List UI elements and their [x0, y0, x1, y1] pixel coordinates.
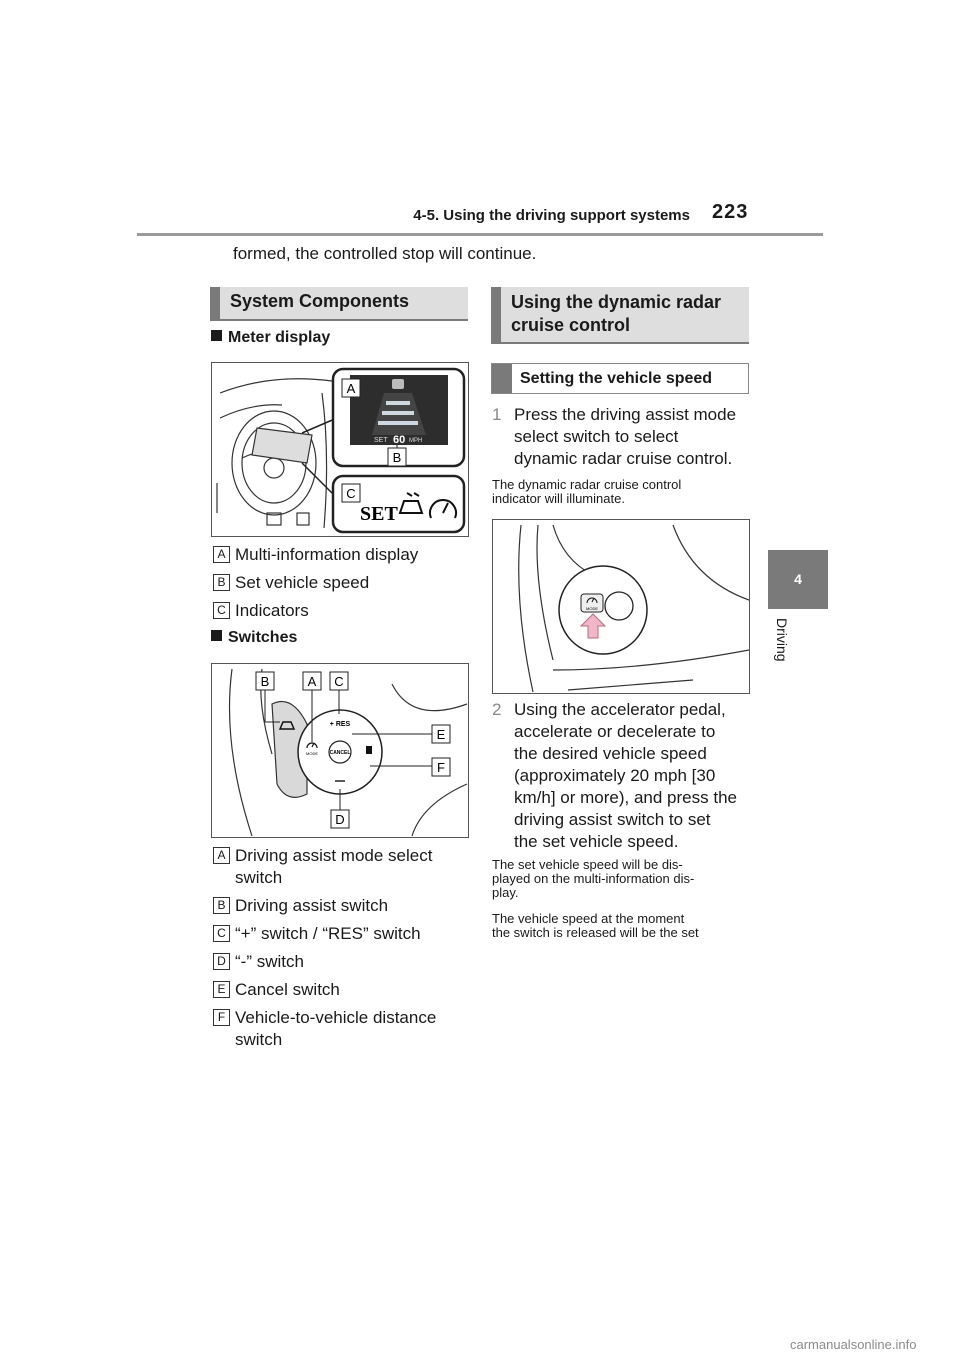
- mode-switch-figure: [492, 519, 750, 694]
- section-title-system-components: System Components: [210, 287, 468, 320]
- key-badge: C: [213, 925, 230, 942]
- switch-item-line2: switch: [235, 868, 283, 887]
- step-2-note2-line2: the switch is released will be the set: [492, 925, 699, 940]
- switch-item-line1: Vehicle-to-vehicle distance: [235, 1008, 437, 1027]
- meter-set-label: SET: [374, 437, 388, 444]
- mode-label: MODE: [586, 606, 598, 611]
- intro-text: formed, the controlled stop will continue.: [233, 244, 537, 263]
- switch-item-e: [213, 979, 467, 1001]
- step-2-number: 2: [492, 700, 502, 719]
- switch-item-c: [213, 923, 467, 945]
- switches-heading-text: Switches: [228, 629, 298, 646]
- meter-item-text: Set vehicle speed: [235, 573, 370, 592]
- switch-item-text: Cancel switch: [235, 980, 340, 999]
- step-1-body: [492, 404, 752, 470]
- step-2-note-2: [492, 912, 752, 940]
- switch-item-b: [213, 895, 467, 917]
- callout-a: A: [307, 674, 317, 689]
- key-badge: F: [213, 1009, 230, 1026]
- section-title-line2: cruise control: [511, 315, 631, 335]
- key-badge: B: [213, 574, 230, 591]
- step-2-note1-line3: play.: [492, 885, 519, 900]
- step-2-line5: km/h] or more), and press the: [514, 788, 737, 807]
- meter-display-figure: [211, 362, 469, 537]
- step-1-note-line2: indicator will illuminate.: [492, 491, 625, 506]
- step-1-line3: dynamic radar cruise control.: [514, 449, 733, 468]
- step-2-line7: the set vehicle speed.: [514, 832, 679, 851]
- callout-a: A: [346, 381, 356, 396]
- section-rule: [491, 342, 749, 344]
- step-2-line2: accelerate or decelerate to: [514, 722, 716, 741]
- set-indicator: SET: [360, 503, 398, 525]
- watermark: carmanualsonline.info: [790, 1337, 917, 1352]
- switches-heading: [211, 629, 297, 647]
- bullet-square-icon: [211, 330, 222, 341]
- switch-item-line2: switch: [235, 1030, 283, 1049]
- section-rule: [210, 319, 468, 321]
- callout-b: B: [260, 674, 270, 689]
- step-1-note: [492, 478, 752, 506]
- key-badge: C: [213, 602, 230, 619]
- callout-b: B: [392, 450, 402, 465]
- res-label: + RES: [329, 721, 351, 728]
- key-badge: A: [213, 546, 230, 563]
- mode-label: MODE: [306, 751, 318, 756]
- running-header: 4-5. Using the driving support systems: [413, 207, 690, 224]
- switch-item-d: [213, 951, 467, 973]
- step-2-line3: the desired vehicle speed: [514, 744, 707, 763]
- callout-c: C: [346, 486, 356, 501]
- step-1-number: 1: [492, 405, 502, 424]
- meter-speed-value: 60: [393, 434, 406, 446]
- step-2-line6: driving assist switch to set: [514, 810, 711, 829]
- switch-item-f: [213, 1007, 467, 1051]
- switches-figure: [211, 663, 469, 838]
- switch-item-text: [235, 845, 465, 889]
- key-badge: D: [213, 953, 230, 970]
- chapter-label-text: Driving: [774, 618, 790, 662]
- step-2-line1: Using the accelerator pedal,: [514, 700, 726, 719]
- subsection-bar: [492, 364, 512, 393]
- section-title-using-drcc: [491, 287, 749, 342]
- callout-e: E: [436, 727, 446, 742]
- subsection-title: Setting the vehicle speed: [520, 370, 713, 387]
- step-2-body: [492, 699, 752, 853]
- meter-item-b: [213, 572, 467, 594]
- step-2-note1-line1: The set vehicle speed will be dis-: [492, 857, 683, 872]
- meter-item-text: Indicators: [235, 601, 309, 620]
- distance-icon: [366, 746, 372, 754]
- meter-mph-label: MPH: [409, 438, 423, 444]
- step-1-line1: Press the driving assist mode: [514, 405, 737, 424]
- callout-f: F: [437, 760, 445, 775]
- step-1-note-line1: The dynamic radar cruise control: [492, 477, 682, 492]
- meter-item-c: [213, 600, 467, 622]
- key-badge: A: [213, 847, 230, 864]
- bullet-square-icon: [211, 630, 222, 641]
- step-2-line4: (approximately 20 mph [30: [514, 766, 716, 785]
- meter-item-text: Multi-information display: [235, 545, 419, 564]
- meter-display-heading-text: Meter display: [228, 329, 331, 346]
- step-2-note-1: [492, 858, 752, 900]
- page-number: 223: [712, 201, 749, 223]
- step-1: [492, 404, 752, 470]
- subsection-setting-speed: [491, 363, 749, 394]
- callout-c: C: [334, 674, 344, 689]
- key-badge: B: [213, 897, 230, 914]
- cancel-label: CANCEL: [329, 750, 351, 756]
- step-1-line2: select switch to select: [514, 427, 679, 446]
- key-badge: E: [213, 981, 230, 998]
- switch-item-text: “+” switch / “RES” switch: [235, 924, 421, 943]
- header-rule: [137, 233, 823, 236]
- switch-item-text: [235, 1007, 465, 1051]
- switch-item-a: [213, 845, 467, 889]
- step-2: [492, 699, 752, 853]
- chapter-tab: 4: [768, 550, 828, 609]
- chapter-label: [770, 618, 790, 678]
- step-2-note2-line1: The vehicle speed at the moment: [492, 911, 685, 926]
- meter-item-a: [213, 544, 467, 566]
- step-2-note1-line2: played on the multi-information dis-: [492, 871, 695, 886]
- section-title-line1: Using the dynamic radar: [511, 292, 722, 312]
- switch-item-text: Driving assist switch: [235, 896, 389, 915]
- meter-display-heading: [211, 329, 330, 347]
- callout-d: D: [335, 812, 345, 827]
- switch-item-text: “-” switch: [235, 952, 304, 971]
- switch-item-line1: Driving assist mode select: [235, 846, 433, 865]
